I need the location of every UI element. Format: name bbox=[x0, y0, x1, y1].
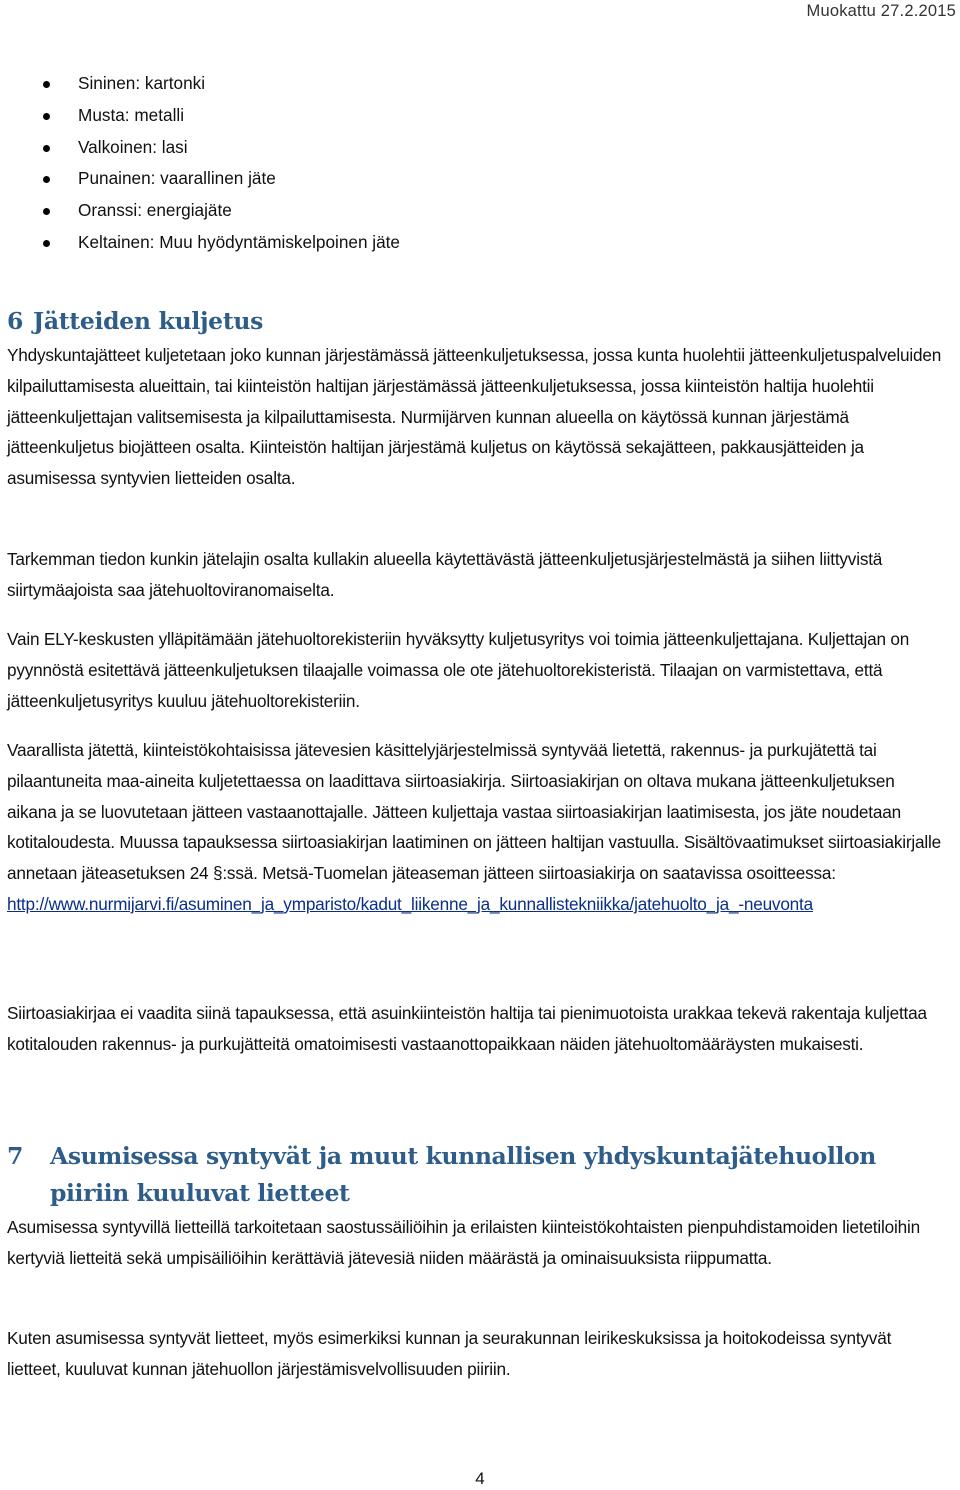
section-6-paragraph-4: Vaarallista jätettä, kiinteistökohtaisissa jätevesien käsittelyjärjestelmissä syntyvää lietettä, rakennus- ja purkujätettä tai pilaantuneita maa-aineita kuljetettaessa on laadittava siirtoasiakirja. Siirtoasiakirjan on oltava mukana jätteenkuljetuksen aikana ja se luovutetaan jätteen vastaanottajalle. Jätteen kuljettaja vastaa siirtoasiakirjan laatimisesta, jos jäte noudetaan kotitaloudesta. Muussa tapauksessa siirtoasiakirjan laatiminen on jätteen haltijan vastuulla. Sisältövaatimukset siirtoasiakirjalle annetaan jäteasetuksen 24 §:ssä. Metsä-Tuomelan jäteaseman jätteen siirtoasiakirja on saatavissa osoitteessa: http://www.nurmijarvi.fi/asuminen_ja_ymparisto/kadut_liikenne_ja_kunnallistekniikka/jatehuolto_ja_-neuvonta bbox=[7, 740, 941, 914]
list-item: Sininen: kartonki bbox=[0, 68, 400, 100]
list-item: Punainen: vaarallinen jäte bbox=[0, 163, 400, 195]
bullet-icon bbox=[43, 81, 50, 88]
section-7-paragraph-2: Kuten asumisessa syntyvät lietteet, myös esimerkiksi kunnan ja seurakunnan leirikeskuksissa ja hoitokodeissa syntyvät lietteet, kuuluvat kunnan jätehuollon järjestämisvelvollisuuden piiriin. bbox=[7, 1328, 892, 1379]
section-number: 7 bbox=[7, 1142, 23, 1170]
section-6-paragraph-3: Vain ELY-keskusten ylläpitämään jätehuoltorekisteriin hyväksytty kuljetusyritys voi toimia jätteenkuljettajana. Kuljettajan on pyynnöstä esitettävä jätteenkuljetuksen tilaajalle voimassa ole ote jätehuoltorekisteristä. Tilaajan on varmistettava, että jätteenkuljetusyritys kuuluu jätehuoltorekisteriin. bbox=[7, 629, 910, 711]
bullet-icon bbox=[43, 145, 50, 152]
section-6-paragraph-2: Tarkemman tiedon kunkin jätelajin osalta kullakin alueella käytettävästä jätteenkuljetusjärjestelmästä ja siihen liittyvistä siirtymäajoista saa jätehuoltoviranomaiselta. bbox=[7, 549, 883, 600]
list-item: Oranssi: energiajäte bbox=[0, 195, 400, 227]
bullet-icon bbox=[43, 208, 50, 215]
modified-date: Muokattu 27.2.2015 bbox=[806, 2, 956, 20]
section-6-paragraph-5: Siirtoasiakirjaa ei vaadita siinä tapauksessa, että asuinkiinteistön haltija tai pienimuotoista urakkaa tekevä rakentaja kuljettaa kotitalouden rakennus- ja purkujätteitä omatoimisesti vastaanottopaikkaan näiden jätehuoltomääräysten mukaisesti. bbox=[7, 1003, 927, 1054]
section-title-line-1: Asumisessa syntyvät ja muut kunnallisen yhdyskuntajätehuollon bbox=[50, 1142, 876, 1170]
color-bullet-list bbox=[0, 68, 400, 259]
section-7-heading bbox=[7, 1138, 876, 1212]
list-item: Keltainen: Muu hyödyntämiskelpoinen jäte bbox=[0, 227, 400, 259]
bullet-icon bbox=[43, 113, 50, 120]
list-item: Valkoinen: lasi bbox=[0, 132, 400, 164]
section-7-paragraph-1: Asumisessa syntyvillä lietteillä tarkoitetaan saostussäiliöihin ja erilaisten kiinteistökohtaisten pienpuhdistamoiden lietetiloihin kertyviä lietteitä sekä umpisäiliöihin kerättäviä jätevesiä niiden määrästä ja ominaisuuksista riippumatta. bbox=[7, 1217, 920, 1268]
section-number: 6 bbox=[7, 307, 24, 335]
bullet-icon bbox=[43, 240, 50, 247]
section-6-paragraph-1: Yhdyskuntajätteet kuljetetaan joko kunnan järjestämässä jätteenkuljetuksessa, jossa kunta huolehtii jätteenkuljetuspalveluiden kilpailuttamisesta alueittain, tai kiinteistön haltijan järjestämässä jätteenkuljetuksessa, jossa kiinteistön haltija huolehtii jätteenkuljettajan valitsemisesta ja kilpailuttamisesta. Nurmijärven kunnan alueella on käytössä kunnan järjestämä jätteenkuljetus biojätteen osalta. Kiinteistön haltijan järjestämä kuljetus on käytössä sekajätteen, pakkausjätteiden ja asumisessa syntyvien lietteiden osalta. bbox=[7, 345, 942, 489]
section-title: Jätteiden kuljetus bbox=[33, 307, 264, 335]
list-item: Musta: metalli bbox=[0, 100, 400, 132]
section-title-line-2: piiriin kuuluvat lietteet bbox=[50, 1179, 350, 1207]
document-link[interactable]: http://www.nurmijarvi.fi/asuminen_ja_ymparisto/kadut_liikenne_ja_kunnallistekniikka/jatehuolto_ja_-neuvonta bbox=[7, 893, 813, 914]
section-6-heading bbox=[7, 305, 263, 337]
bullet-icon bbox=[43, 176, 50, 183]
page-number: 4 bbox=[475, 1469, 485, 1488]
